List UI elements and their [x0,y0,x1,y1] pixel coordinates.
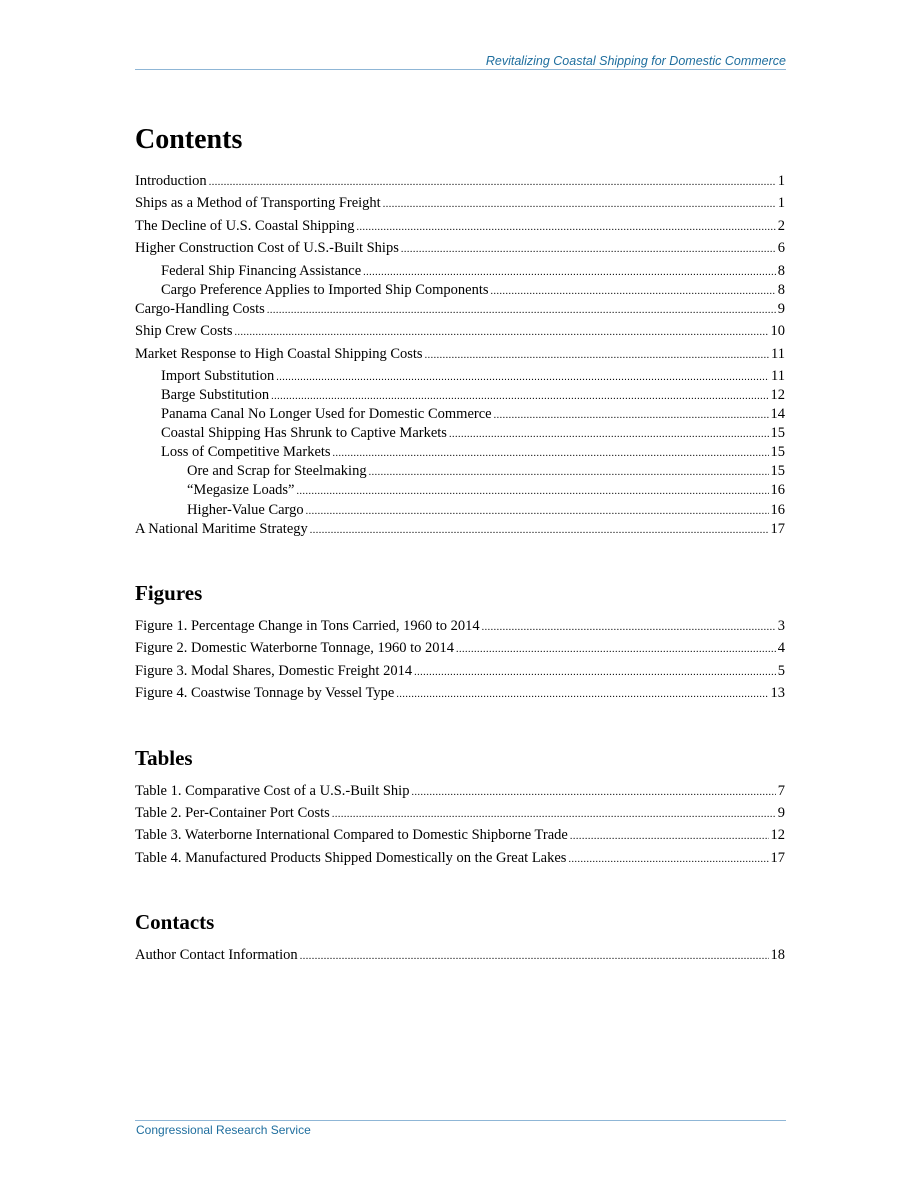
contents-entry-title: A National Maritime Strategy [135,520,308,537]
dot-leader [369,463,769,482]
table-entry-title: Table 4. Manufactured Products Shipped Domestically on the Great Lakes [135,849,567,866]
contents-entry[interactable] [135,194,785,216]
tables-section [135,746,785,872]
dot-leader [363,263,776,282]
figure-entry-page: 5 [777,662,785,679]
contents-entry-page: 1 [777,195,785,212]
contents-entry-page: 8 [777,262,785,279]
contents-entry-page: 15 [770,463,785,480]
contents-entry[interactable] [135,345,785,367]
dot-leader [310,521,769,540]
contents-entry-page: 11 [771,367,785,384]
table-entry-page: 12 [770,827,785,844]
contents-entry-page: 15 [770,444,785,461]
footer-rule [135,1120,786,1121]
contents-entry[interactable] [135,520,785,542]
dot-leader [209,173,776,192]
dot-leader [401,240,776,259]
table-entry-page: 17 [770,849,785,866]
contents-entry-title: Higher-Value Cargo [187,501,304,518]
dot-leader [491,282,776,301]
contents-list [135,172,785,542]
figure-entry-page: 3 [777,618,785,635]
tables-heading: Tables [135,745,193,770]
contents-entry-page: 9 [777,300,785,317]
contents-entry[interactable] [135,262,785,281]
contents-entry-page: 8 [777,281,785,298]
contents-entry-title: Loss of Competitive Markets [161,444,331,461]
contents-entry-title: Panama Canal No Longer Used for Domestic Commerce [161,406,492,423]
figure-entry[interactable] [135,639,785,661]
contents-entry-page: 15 [770,425,785,442]
table-entry-title: Table 2. Per-Container Port Costs [135,805,330,822]
contents-entry[interactable] [135,424,785,443]
contents-entry-title: Federal Ship Financing Assistance [161,262,362,279]
contents-entry[interactable] [135,281,785,300]
contact-entry-title: Author Contact Information [135,947,298,964]
dot-leader [482,618,776,637]
toc-content [135,124,785,969]
contents-entry-title: “Megasize Loads” [187,482,295,499]
table-entry-page: 7 [777,782,785,799]
running-header: Revitalizing Coastal Shipping for Domestic Commerce [485,54,786,68]
footer-org: Congressional Research Service [136,1123,311,1137]
figures-list [135,617,785,707]
contents-entry[interactable] [135,501,785,520]
contents-entry-title: Higher Construction Cost of U.S.-Built Ships [135,240,399,257]
figure-entry-title: Figure 2. Domestic Waterborne Tonnage, 1960 to 2014 [135,640,455,657]
dot-leader [570,827,769,846]
figure-entry-page: 4 [777,640,785,657]
table-entry-title: Table 3. Waterborne International Compared to Domestic Shipborne Trade [135,827,568,844]
contents-entry-page: 14 [770,406,785,423]
contents-entry-page: 17 [770,520,785,537]
table-entry-page: 9 [777,805,785,822]
contents-heading: Contents [135,124,243,155]
figure-entry-title: Figure 4. Coastwise Tonnage by Vessel Type [135,685,395,702]
contents-entry[interactable] [135,405,785,424]
header-rule [135,69,786,70]
contents-entry-page: 12 [770,387,785,404]
dot-leader [356,218,775,237]
contents-entry-title: Ore and Scrap for Steelmaking [187,463,367,480]
contents-entry-page: 16 [770,482,785,499]
contents-entry[interactable] [135,481,785,500]
dot-leader [297,482,769,501]
contents-entry[interactable] [135,462,785,481]
dot-leader [494,406,769,425]
figures-section [135,581,785,707]
dot-leader [276,368,769,387]
table-entry-title: Table 1. Comparative Cost of a U.S.-Built Ship [135,782,410,799]
table-entry[interactable] [135,804,785,826]
contents-entry[interactable] [135,217,785,239]
dot-leader [235,323,769,342]
contents-entry-page: 10 [770,323,785,340]
contents-entry[interactable] [135,367,785,386]
figures-heading: Figures [135,581,203,606]
dot-leader [333,444,769,463]
dot-leader [267,301,776,320]
dot-leader [396,685,768,704]
dot-leader [425,346,769,365]
contents-entry-page: 2 [777,217,785,234]
dot-leader [271,387,768,406]
contact-entry[interactable] [135,946,785,968]
figure-entry[interactable] [135,617,785,639]
contents-entry-title: Ship Crew Costs [135,323,233,340]
contents-entry-page: 11 [771,345,785,362]
dot-leader [332,805,776,824]
dot-leader [383,195,776,214]
contents-entry-title: Import Substitution [161,367,275,384]
contents-entry-page: 16 [770,501,785,518]
contents-section [135,124,785,542]
figure-entry-page: 13 [770,685,785,702]
contents-entry-page: 6 [777,240,785,257]
contacts-list [135,946,785,968]
contacts-heading: Contacts [135,910,215,935]
contents-entry[interactable] [135,443,785,462]
contact-entry-page: 18 [770,947,785,964]
figure-entry-title: Figure 1. Percentage Change in Tons Carried, 1960 to 2014 [135,618,480,635]
figure-entry-title: Figure 3. Modal Shares, Domestic Freight 2014 [135,662,413,679]
contents-entry-title: Ships as a Method of Transporting Freight [135,195,381,212]
contents-entry-page: 1 [777,173,785,189]
contents-entry-title: Cargo Preference Applies to Imported Ship Components [161,281,489,298]
dot-leader [456,640,776,659]
table-entry[interactable] [135,782,785,804]
table-entry[interactable] [135,826,785,848]
dot-leader [300,947,769,966]
dot-leader [411,783,775,802]
tables-list [135,782,785,872]
dot-leader [414,663,776,682]
contents-entry-title: The Decline of U.S. Coastal Shipping [135,217,355,234]
figure-entry[interactable] [135,684,785,706]
contents-entry[interactable] [135,386,785,405]
contents-entry[interactable] [135,300,785,322]
contents-entry-title: Market Response to High Coastal Shipping Costs [135,345,423,362]
contacts-section [135,910,785,968]
dot-leader [449,425,769,444]
table-entry[interactable] [135,849,785,871]
contents-entry[interactable] [135,239,785,261]
figure-entry[interactable] [135,662,785,684]
contents-entry-title: Cargo-Handling Costs [135,300,265,317]
contents-entry-title: Introduction [135,173,207,189]
contents-entry-title: Barge Substitution [161,387,270,404]
contents-entry[interactable] [135,322,785,344]
contents-entry[interactable] [135,172,785,194]
contents-entry-title: Coastal Shipping Has Shrunk to Captive Markets [161,425,447,442]
dot-leader [568,850,768,869]
dot-leader [306,502,769,521]
